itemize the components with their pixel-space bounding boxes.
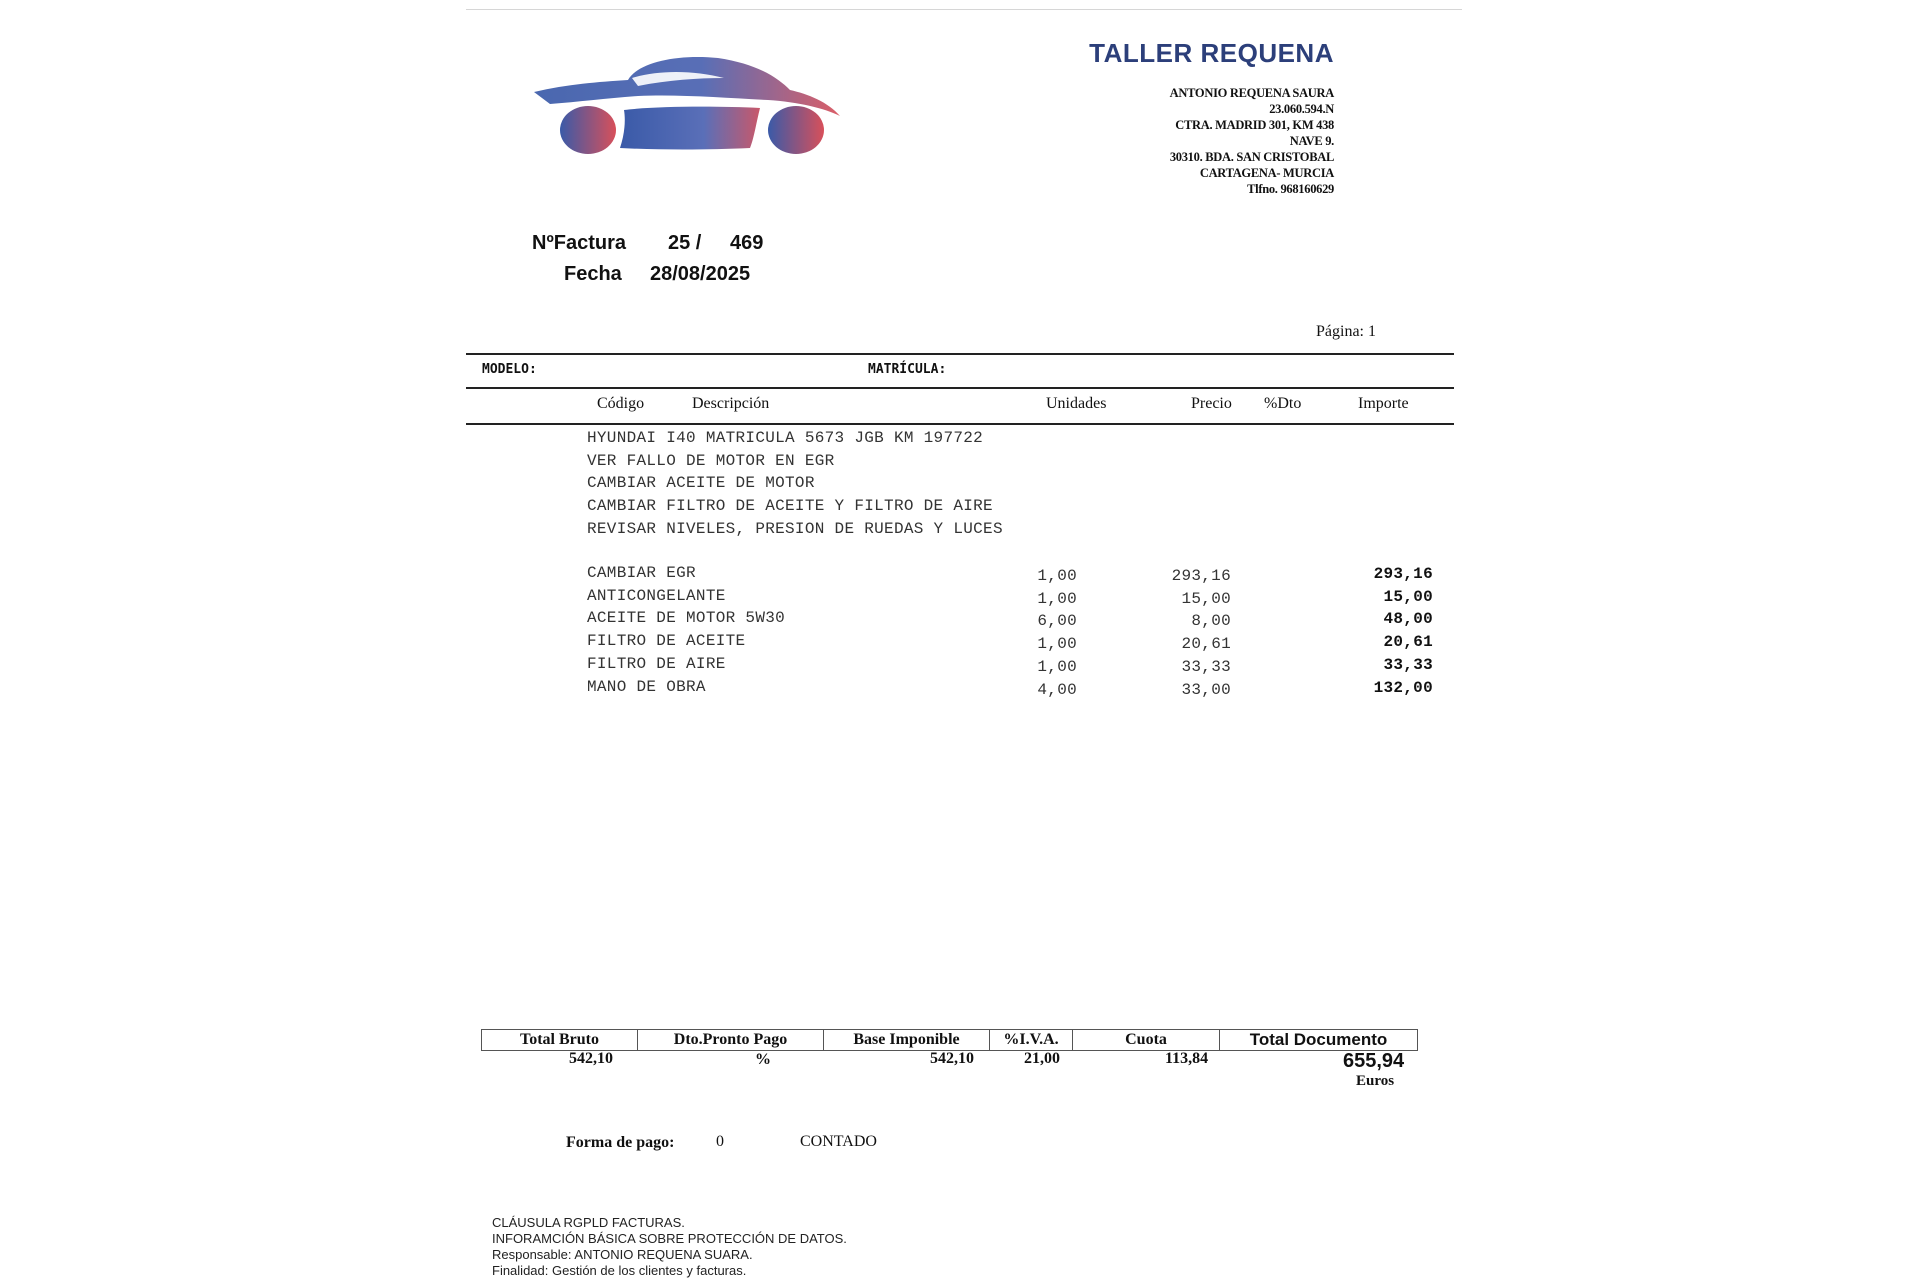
item-row [587, 587, 1587, 609]
item-amount: 132,00 [1373, 678, 1433, 697]
item-amount: 20,61 [1383, 633, 1433, 652]
item-description: MANO DE OBRA [587, 677, 706, 696]
company-postal: 30310. BDA. SAN CRISTOBAL [1169, 150, 1334, 164]
invoice-date-label: Fecha [564, 263, 622, 285]
dto-pronto-pago-label: Dto.Pronto Pago [637, 1029, 824, 1051]
item-amount: 48,00 [1383, 610, 1433, 629]
item-row [587, 632, 1587, 654]
privacy-clause [492, 1215, 847, 1279]
company-nave: NAVE 9. [1289, 134, 1334, 148]
description-line: CAMBIAR ACEITE DE MOTOR [587, 474, 815, 493]
column-descripcion: Descripción [692, 395, 770, 412]
payment-code: 0 [716, 1133, 724, 1150]
base-imponible-value: 542,10 [930, 1050, 974, 1067]
company-header [1089, 38, 1334, 197]
description-line: REVISAR NIVELES, PRESION DE RUEDAS Y LUCES [587, 519, 1003, 538]
company-phone: Tlfno. 968160629 [1247, 182, 1334, 196]
item-description: FILTRO DE ACEITE [587, 632, 746, 651]
column-importe: Importe [1358, 395, 1409, 412]
base-imponible-label: Base Imponible [823, 1029, 990, 1051]
invoice-date-value: 28/08/2025 [650, 263, 751, 285]
currency-label: Euros [1356, 1073, 1395, 1089]
column-codigo: Código [597, 395, 645, 412]
item-units: 4,00 [1037, 680, 1077, 699]
item-price: 33,00 [1181, 680, 1231, 699]
page-top-border [466, 9, 1462, 10]
invoice-number-value: 469 [730, 232, 764, 254]
modelo-label: MODELO: [482, 362, 537, 377]
item-amount: 33,33 [1383, 655, 1433, 674]
company-nif: 23.060.594.N [1269, 102, 1334, 116]
total-bruto-value: 542,10 [569, 1050, 613, 1067]
column-precio: Precio [1191, 395, 1232, 412]
column-dto: %Dto [1264, 395, 1302, 412]
iva-value: 21,00 [1024, 1050, 1060, 1067]
header-rule-bottom [466, 423, 1454, 425]
item-price: 8,00 [1191, 612, 1231, 631]
work-description [587, 427, 1003, 540]
items-table [587, 564, 1437, 704]
item-row [587, 609, 1587, 631]
item-units: 6,00 [1037, 612, 1077, 631]
item-units: 1,00 [1037, 635, 1077, 654]
item-row [587, 655, 1587, 677]
matricula-label: MATRÍCULA: [868, 362, 947, 377]
total-bruto-label: Total Bruto [481, 1029, 638, 1051]
item-row [587, 678, 1587, 700]
payment-method: CONTADO [800, 1133, 877, 1150]
item-amount: 15,00 [1383, 587, 1433, 606]
page-number: Página: 1 [1316, 323, 1376, 340]
company-address: CTRA. MADRID 301, KM 438 [1175, 118, 1334, 132]
company-name: TALLER REQUENA [1089, 38, 1334, 68]
description-line: HYUNDAI I40 MATRICULA 5673 JGB KM 197722 [587, 429, 984, 447]
item-units: 1,00 [1037, 567, 1077, 585]
item-row [587, 564, 1587, 586]
header-rule-top [466, 353, 1454, 355]
header-rule-middle [466, 387, 1454, 389]
item-description: CAMBIAR EGR [587, 564, 696, 582]
item-price: 33,33 [1181, 657, 1231, 676]
item-amount: 293,16 [1373, 565, 1433, 583]
item-units: 1,00 [1037, 589, 1077, 608]
company-city: CARTAGENA- MURCIA [1199, 166, 1334, 180]
invoice-number-series: 25 / [668, 232, 702, 254]
invoice-number-label: NºFactura [532, 232, 626, 254]
clause-line: INFORAMCIÓN BÁSICA SOBRE PROTECCIÓN DE DATOS. [492, 1231, 847, 1246]
column-unidades: Unidades [1046, 395, 1107, 412]
item-price: 20,61 [1181, 635, 1231, 654]
clause-line: Responsable: ANTONIO REQUENA SUARA. [492, 1247, 753, 1262]
payment-label: Forma de pago: [566, 1134, 675, 1151]
clause-line: Finalidad: Gestión de los clientes y facturas. [492, 1263, 747, 1278]
total-documento-label: Total Documento [1219, 1029, 1418, 1051]
item-description: ANTICONGELANTE [587, 586, 726, 605]
clause-title: CLÁUSULA RGPLD FACTURAS. [492, 1215, 685, 1230]
item-description: FILTRO DE AIRE [587, 654, 726, 673]
iva-label: %I.V.A. [989, 1029, 1073, 1051]
car-logo [528, 50, 848, 162]
item-price: 293,16 [1171, 567, 1231, 585]
description-line: CAMBIAR FILTRO DE ACEITE Y FILTRO DE AIRE [587, 497, 993, 516]
description-line: VER FALLO DE MOTOR EN EGR [587, 451, 835, 470]
cuota-value: 113,84 [1165, 1050, 1209, 1067]
company-owner: ANTONIO REQUENA SAURA [1169, 86, 1334, 100]
cuota-label: Cuota [1072, 1029, 1220, 1051]
dto-pronto-pago-value: % [755, 1051, 771, 1068]
totals-header [481, 1029, 1418, 1051]
item-description: ACEITE DE MOTOR 5W30 [587, 609, 786, 628]
item-price: 15,00 [1181, 589, 1231, 608]
item-units: 1,00 [1037, 657, 1077, 676]
total-documento-value: 655,94 [1343, 1050, 1405, 1072]
